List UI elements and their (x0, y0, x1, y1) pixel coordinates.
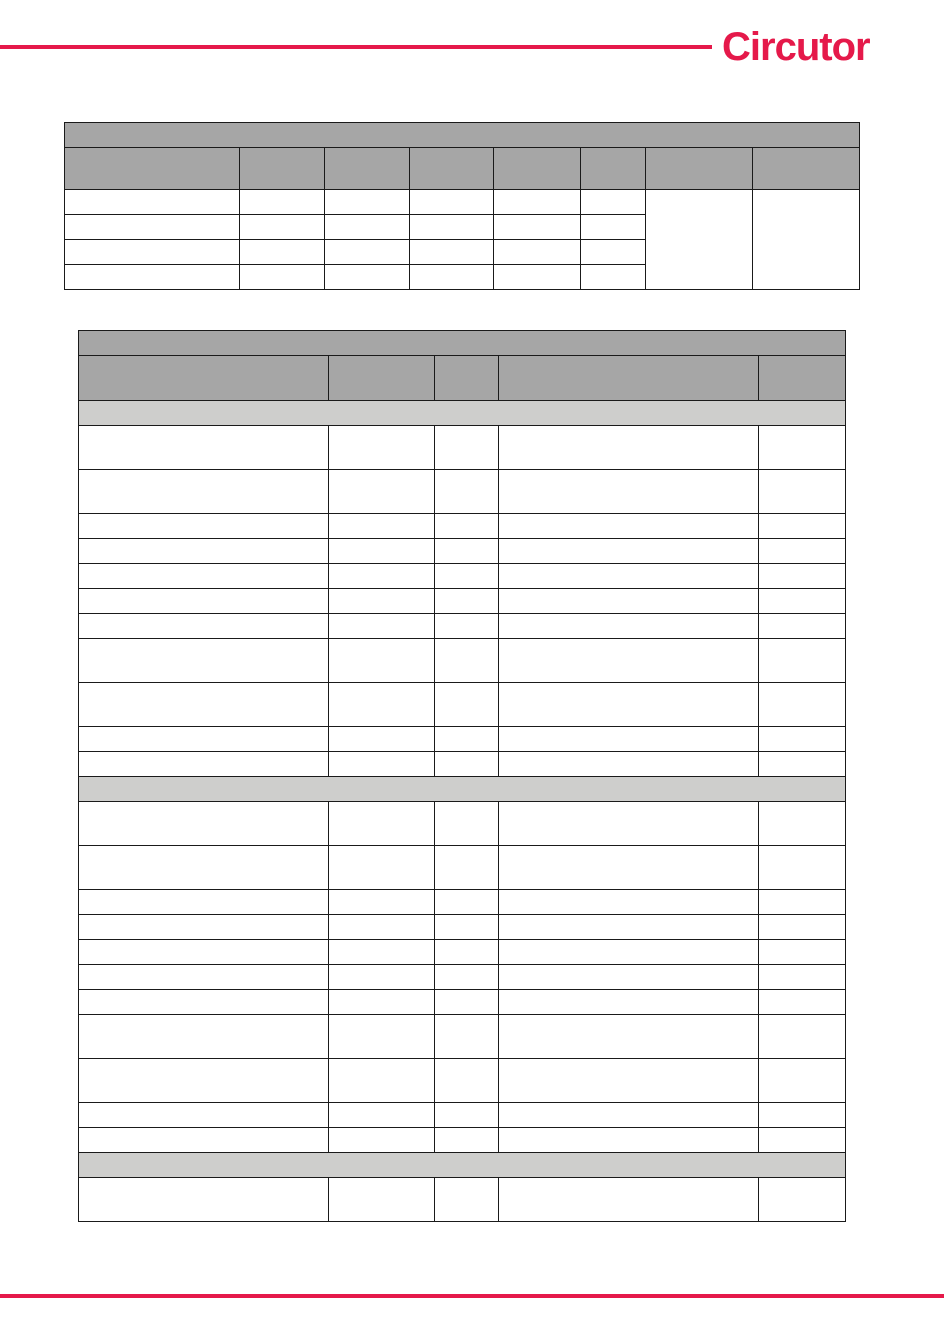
table-cell (435, 846, 499, 890)
table-cell (79, 639, 329, 683)
table-cell (329, 1059, 435, 1103)
table-row (79, 727, 846, 752)
table-cell (329, 614, 435, 639)
table-row (79, 683, 846, 727)
table-cell (499, 802, 759, 846)
table-cell (759, 1059, 846, 1103)
table-row (79, 1059, 846, 1103)
table-cell (759, 940, 846, 965)
table-cell (65, 215, 240, 240)
column-header (325, 148, 410, 190)
table-cell (240, 215, 325, 240)
table-cell (435, 1128, 499, 1153)
table-cell (329, 890, 435, 915)
table-cell (329, 940, 435, 965)
table-title-row (65, 123, 860, 148)
table-cell (79, 1059, 329, 1103)
table-cell (435, 356, 499, 401)
table-title-cell (65, 123, 860, 148)
table-cell (759, 1015, 846, 1059)
table-row (79, 890, 846, 915)
summary-table (64, 122, 860, 290)
table-row (79, 470, 846, 514)
section-header-row (79, 401, 846, 426)
footer-accent-line (0, 1294, 944, 1298)
table-row (79, 1178, 846, 1222)
table-cell (79, 1015, 329, 1059)
table-row (79, 426, 846, 470)
column-header (65, 148, 240, 190)
table-cell (329, 846, 435, 890)
table-cell (499, 1128, 759, 1153)
table-cell (759, 915, 846, 940)
table-cell (79, 846, 329, 890)
table-cell (410, 190, 494, 215)
table-cell (410, 240, 494, 265)
table-cell (329, 802, 435, 846)
table-cell (435, 614, 499, 639)
table-cell (499, 356, 759, 401)
table-cell (499, 470, 759, 514)
column-header (240, 148, 325, 190)
table-cell (759, 614, 846, 639)
table-cell (581, 265, 646, 290)
table-title-row-cell (79, 331, 846, 356)
table-cell (79, 1128, 329, 1153)
table-cell (435, 683, 499, 727)
table-row (79, 589, 846, 614)
header-accent-line (0, 45, 712, 49)
section-header-row (79, 1153, 846, 1178)
table-cell (499, 1059, 759, 1103)
table-cell (435, 727, 499, 752)
table-cell (759, 1128, 846, 1153)
table-cell (494, 265, 581, 290)
table-cell (329, 639, 435, 683)
table-cell (65, 240, 240, 265)
table-cell (435, 752, 499, 777)
table-cell (79, 990, 329, 1015)
section-header-row-cell (79, 401, 846, 426)
table-cell (410, 265, 494, 290)
table-row (79, 639, 846, 683)
table-cell (79, 614, 329, 639)
table-title-row (79, 331, 846, 356)
table-cell (329, 1178, 435, 1222)
table-cell (329, 589, 435, 614)
table-cell (329, 752, 435, 777)
table-cell (79, 539, 329, 564)
table-cell (499, 890, 759, 915)
table-cell (79, 426, 329, 470)
table-cell (759, 1103, 846, 1128)
column-header (410, 148, 494, 190)
table-cell (329, 564, 435, 589)
table-cell (329, 539, 435, 564)
table-cell (435, 639, 499, 683)
table-cell (581, 190, 646, 215)
table-cell (494, 240, 581, 265)
table-cell (79, 470, 329, 514)
circutor-logo: Circutor (722, 25, 870, 69)
table-cell (759, 683, 846, 727)
table-row (79, 915, 846, 940)
table-cell (499, 1015, 759, 1059)
table-row (79, 1103, 846, 1128)
table-cell (65, 190, 240, 215)
table-cell (499, 539, 759, 564)
table-cell (435, 802, 499, 846)
table-cell (410, 215, 494, 240)
table-cell (435, 940, 499, 965)
table-cell (499, 614, 759, 639)
table-cell (581, 240, 646, 265)
table-row (79, 514, 846, 539)
table-cell (759, 727, 846, 752)
table-cell (325, 240, 410, 265)
table-row (79, 752, 846, 777)
table-cell (79, 940, 329, 965)
table-cell (329, 1128, 435, 1153)
table-cell (494, 190, 581, 215)
table-row (79, 802, 846, 846)
table-row (79, 940, 846, 965)
table-cell (329, 470, 435, 514)
table-cell (325, 215, 410, 240)
register-table (78, 330, 846, 1222)
table-row (79, 1128, 846, 1153)
table-row (79, 990, 846, 1015)
table-cell (581, 215, 646, 240)
table-cell (759, 846, 846, 890)
column-header (753, 148, 860, 190)
table-cell (435, 1103, 499, 1128)
table-cell (435, 1059, 499, 1103)
table-row (65, 190, 860, 215)
column-header-row (79, 356, 846, 401)
table-cell (65, 265, 240, 290)
table-cell (435, 589, 499, 614)
table-cell (329, 426, 435, 470)
table-cell (499, 514, 759, 539)
table-cell (79, 1103, 329, 1128)
table-row (79, 539, 846, 564)
table-cell (435, 1015, 499, 1059)
merged-cell (753, 190, 860, 290)
table-cell (79, 752, 329, 777)
table-cell (499, 915, 759, 940)
table-cell (759, 1178, 846, 1222)
table-cell (759, 539, 846, 564)
table-cell (499, 846, 759, 890)
table-cell (759, 514, 846, 539)
table-cell (499, 990, 759, 1015)
table-cell (329, 727, 435, 752)
table-cell (435, 470, 499, 514)
table-cell (329, 356, 435, 401)
section-header-row-cell (79, 777, 846, 802)
table-cell (435, 915, 499, 940)
table-cell (435, 1178, 499, 1222)
table-cell (325, 265, 410, 290)
table-cell (499, 940, 759, 965)
table-row (79, 1015, 846, 1059)
column-header (646, 148, 753, 190)
table-cell (79, 683, 329, 727)
table-cell (329, 1103, 435, 1128)
table-cell (435, 990, 499, 1015)
table-cell (329, 514, 435, 539)
table-cell (435, 965, 499, 990)
table-cell (499, 752, 759, 777)
table-cell (499, 589, 759, 614)
table-cell (494, 215, 581, 240)
section-header-row-cell (79, 1153, 846, 1178)
column-header (494, 148, 581, 190)
table-cell (759, 589, 846, 614)
table-cell (499, 727, 759, 752)
table-cell (79, 356, 329, 401)
table-cell (79, 564, 329, 589)
table-cell (329, 915, 435, 940)
table-cell (759, 564, 846, 589)
table-cell (240, 190, 325, 215)
table-row (79, 564, 846, 589)
table-cell (79, 514, 329, 539)
table-cell (499, 965, 759, 990)
table-row (79, 614, 846, 639)
table-cell (759, 426, 846, 470)
table-cell (240, 265, 325, 290)
table-row (79, 965, 846, 990)
table-cell (329, 1015, 435, 1059)
table-cell (329, 965, 435, 990)
table-cell (759, 990, 846, 1015)
table-cell (329, 990, 435, 1015)
table-cell (435, 890, 499, 915)
table-cell (79, 802, 329, 846)
table-cell (240, 240, 325, 265)
table-cell (435, 514, 499, 539)
table-cell (759, 890, 846, 915)
table-cell (79, 915, 329, 940)
table-cell (329, 683, 435, 727)
table-cell (79, 589, 329, 614)
table-cell (79, 965, 329, 990)
table-row (79, 846, 846, 890)
table-cell (759, 752, 846, 777)
table-cell (759, 802, 846, 846)
table-cell (499, 426, 759, 470)
merged-cell (646, 190, 753, 290)
table-cell (499, 683, 759, 727)
table-cell (759, 965, 846, 990)
table-cell (499, 564, 759, 589)
table-cell (325, 190, 410, 215)
table-cell (499, 639, 759, 683)
table-cell (759, 470, 846, 514)
table-cell (79, 890, 329, 915)
table-cell (79, 727, 329, 752)
section-header-row (79, 777, 846, 802)
table-cell (435, 426, 499, 470)
table-cell (435, 564, 499, 589)
table-cell (499, 1103, 759, 1128)
table-cell (499, 1178, 759, 1222)
table-cell (759, 639, 846, 683)
table-cell (79, 1178, 329, 1222)
table-cell (759, 356, 846, 401)
column-header-row (65, 148, 860, 190)
table-cell (435, 539, 499, 564)
column-header (581, 148, 646, 190)
